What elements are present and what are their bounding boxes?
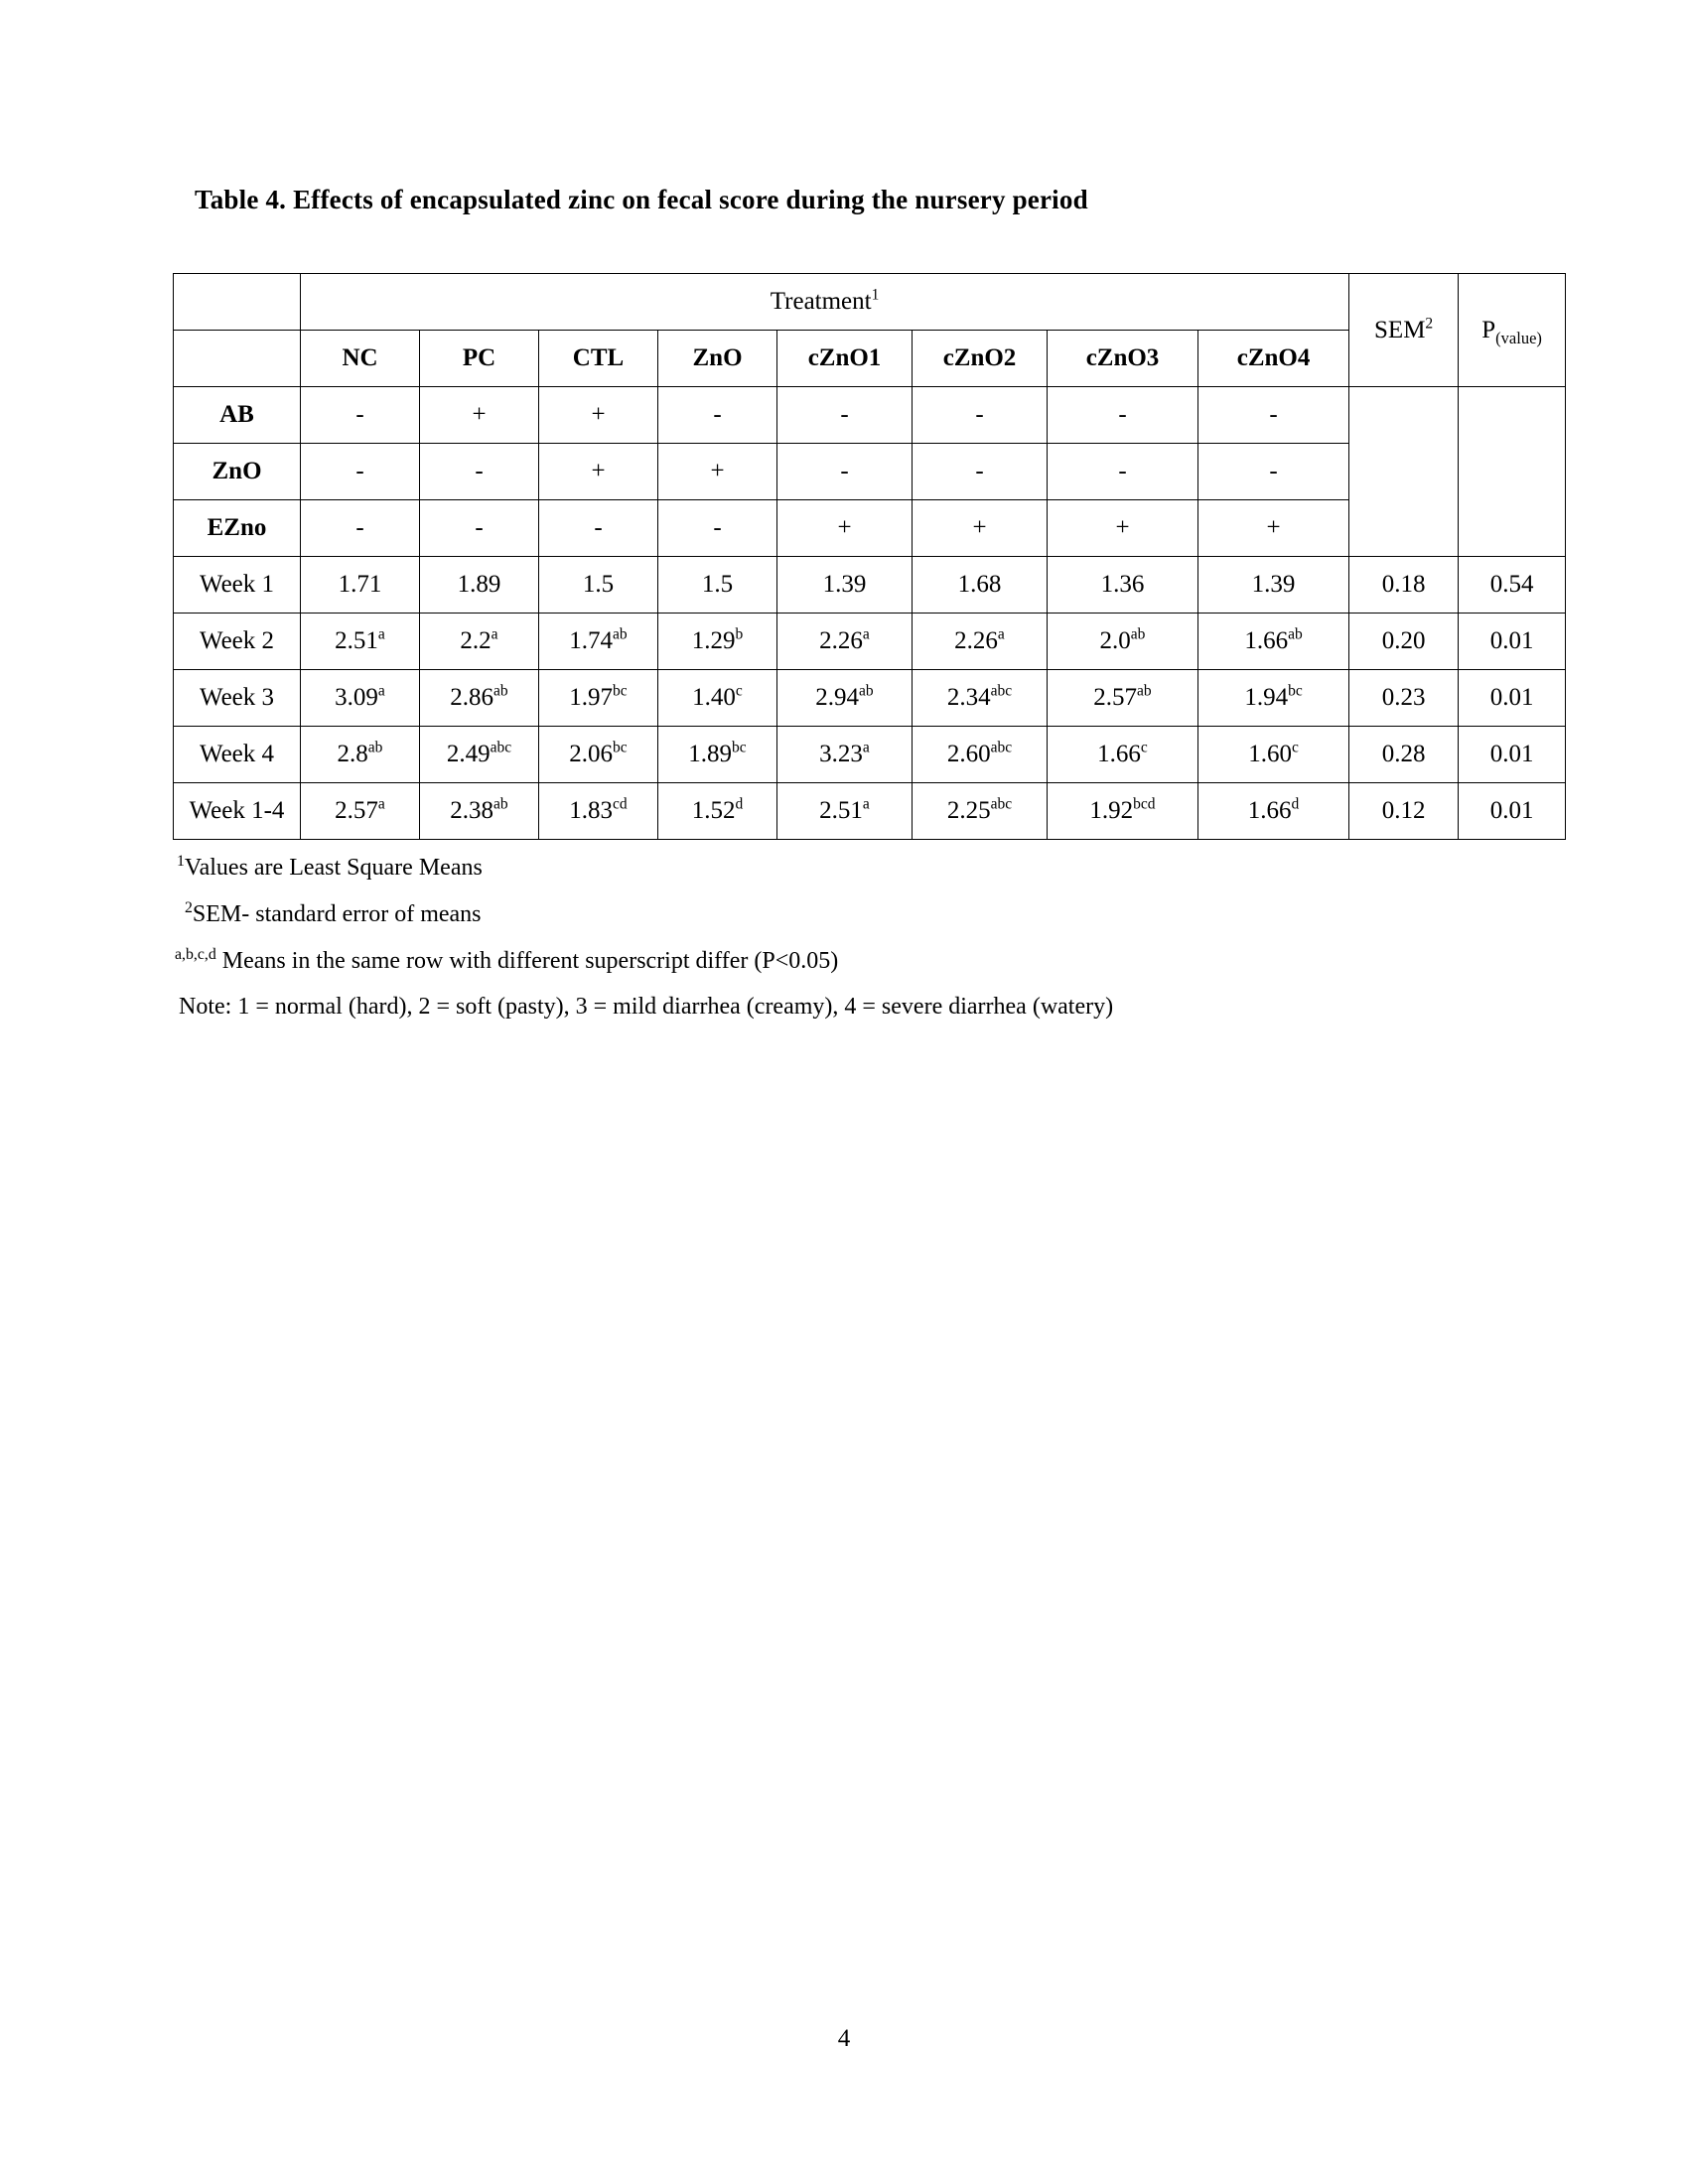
row-label-week2: Week 2: [174, 614, 301, 670]
value: 2.57: [1093, 684, 1138, 711]
week1-4-nc: [301, 783, 420, 840]
treatment-col-czno3: cZnO3: [1048, 331, 1198, 387]
zno-pc: -: [420, 444, 539, 500]
superscript: c: [735, 682, 743, 700]
superscript: bc: [732, 739, 747, 756]
value: 2.0: [1099, 627, 1131, 654]
ab-nc: -: [301, 387, 420, 444]
table-row-ab: [174, 387, 1566, 444]
row-label-ab: AB: [174, 387, 301, 444]
footnote-abcd-text: Means in the same row with different superscript differ (P<0.05): [215, 947, 839, 974]
superscript: abc: [990, 795, 1013, 813]
treatment-group-header: [301, 274, 1349, 331]
value: 1.92: [1089, 797, 1134, 824]
row-label-zno: ZnO: [174, 444, 301, 500]
p-value-header: [1459, 274, 1566, 387]
superscript: a: [862, 739, 870, 756]
superscript: a: [377, 795, 385, 813]
week1-4-czno3: [1048, 783, 1198, 840]
value: 2.06: [569, 741, 614, 767]
footnote-abcd: [175, 947, 1585, 976]
superscript: bc: [1288, 682, 1303, 700]
superscript: bc: [613, 739, 628, 756]
week2-pc: [420, 614, 539, 670]
superscript: ab: [613, 625, 628, 643]
ezno-czno1: +: [777, 500, 913, 557]
week2-p: 0.01: [1459, 614, 1566, 670]
week3-czno3: [1048, 670, 1198, 727]
superscript: ab: [493, 795, 508, 813]
week1-4-pc: [420, 783, 539, 840]
page-title: Table 4. Effects of encapsulated zinc on fecal score during the nursery period: [195, 185, 1088, 214]
superscript: bcd: [1133, 795, 1156, 813]
week3-ctl: [539, 670, 658, 727]
ab-ctl: +: [539, 387, 658, 444]
treatment-col-zno: ZnO: [658, 331, 777, 387]
superscript: a: [997, 625, 1005, 643]
superscript: a: [862, 625, 870, 643]
sem-blank-factors: [1349, 387, 1459, 557]
superscript: a: [862, 795, 870, 813]
zno-nc: -: [301, 444, 420, 500]
week2-nc: [301, 614, 420, 670]
table-header-row-group: [174, 274, 1566, 331]
superscript: d: [735, 795, 744, 813]
value: 2.57: [335, 797, 378, 824]
value: 2.94: [815, 684, 860, 711]
table-row-week3: [174, 670, 1566, 727]
superscript: abc: [990, 739, 1013, 756]
week3-czno1: [777, 670, 913, 727]
zno-zno: +: [658, 444, 777, 500]
value: 2.34: [946, 684, 991, 711]
value: 1.97: [569, 684, 614, 711]
zno-czno3: -: [1048, 444, 1198, 500]
ab-czno3: -: [1048, 387, 1198, 444]
zno-czno1: -: [777, 444, 913, 500]
value: 2.25: [946, 797, 991, 824]
superscript: cd: [613, 795, 628, 813]
value: 1.68: [957, 571, 1002, 598]
week4-sem: 0.28: [1349, 727, 1459, 783]
row-label-week4: Week 4: [174, 727, 301, 783]
value: 1.89: [688, 741, 733, 767]
superscript: ab: [1288, 625, 1303, 643]
zno-ctl: +: [539, 444, 658, 500]
week4-ctl: [539, 727, 658, 783]
week4-nc: [301, 727, 420, 783]
p-label: P: [1481, 316, 1496, 343]
value: 2.26: [954, 627, 998, 654]
p-subscript: (value): [1495, 328, 1542, 347]
superscript: a: [377, 625, 385, 643]
zno-czno2: -: [913, 444, 1048, 500]
row-label-ezno: EZno: [174, 500, 301, 557]
week1-czno2: [913, 557, 1048, 614]
week1-4-czno1: [777, 783, 913, 840]
sem-footnote-marker: 2: [1425, 315, 1434, 333]
table-row-week2: [174, 614, 1566, 670]
treatment-col-nc: NC: [301, 331, 420, 387]
value: 2.86: [450, 684, 494, 711]
zno-czno4: -: [1198, 444, 1349, 500]
value: 1.39: [822, 571, 867, 598]
footnote-note-text: Note: 1 = normal (hard), 2 = soft (pasty), 3 = mild diarrhea (creamy), 4 = severe diarrhea (watery): [179, 994, 1114, 1021]
ab-pc: +: [420, 387, 539, 444]
week1-4-ctl: [539, 783, 658, 840]
ezno-nc: -: [301, 500, 420, 557]
value: 1.36: [1100, 571, 1145, 598]
row-label-week3: Week 3: [174, 670, 301, 727]
superscript: ab: [493, 682, 508, 700]
superscript: d: [1291, 795, 1300, 813]
week3-czno2: [913, 670, 1048, 727]
value: 1.66: [1244, 627, 1289, 654]
value: 1.60: [1248, 741, 1292, 767]
ab-czno1: -: [777, 387, 913, 444]
superscript: ab: [1130, 625, 1146, 643]
week2-sem: 0.20: [1349, 614, 1459, 670]
document-content: [175, 185, 1585, 1039]
table-row-week1-4: [174, 783, 1566, 840]
superscript: ab: [1137, 682, 1152, 700]
treatment-col-czno4: cZnO4: [1198, 331, 1349, 387]
week1-ctl: [539, 557, 658, 614]
value: 2.26: [819, 627, 863, 654]
value: 2.60: [946, 741, 991, 767]
row-label-week1-4: Week 1-4: [174, 783, 301, 840]
week1-czno3: [1048, 557, 1198, 614]
value: 1.89: [457, 571, 501, 598]
week2-czno4: [1198, 614, 1349, 670]
week1-czno1: [777, 557, 913, 614]
value: 3.23: [819, 741, 863, 767]
treatment-label: Treatment: [770, 288, 872, 315]
week1-sem: 0.18: [1349, 557, 1459, 614]
superscript: c: [1291, 739, 1299, 756]
week2-czno3: [1048, 614, 1198, 670]
footnote-1-marker: 1: [177, 853, 185, 870]
week1-czno4: [1198, 557, 1349, 614]
value: 1.71: [338, 571, 382, 598]
value: 2.49: [446, 741, 491, 767]
week1-4-sem: 0.12: [1349, 783, 1459, 840]
footnote-1-text: Values are Least Square Means: [184, 855, 483, 881]
superscript: a: [491, 625, 498, 643]
week3-p: 0.01: [1459, 670, 1566, 727]
footnote-note: [179, 993, 1585, 1022]
sem-header: [1349, 274, 1459, 387]
superscript: ab: [859, 682, 874, 700]
value: 2.8: [337, 741, 368, 767]
week1-nc: [301, 557, 420, 614]
week3-zno: [658, 670, 777, 727]
corner-cell-2: [174, 331, 301, 387]
ezno-czno3: +: [1048, 500, 1198, 557]
footnote-abcd-marker: a,b,c,d: [175, 945, 216, 963]
value: 1.83: [569, 797, 614, 824]
superscript: c: [1140, 739, 1148, 756]
week1-4-czno4: [1198, 783, 1349, 840]
week2-czno1: [777, 614, 913, 670]
week4-pc: [420, 727, 539, 783]
week3-czno4: [1198, 670, 1349, 727]
treatment-col-pc: PC: [420, 331, 539, 387]
week4-zno: [658, 727, 777, 783]
footnote-2-text: SEM- standard error of means: [192, 900, 482, 927]
week3-sem: 0.23: [1349, 670, 1459, 727]
week2-ctl: [539, 614, 658, 670]
ezno-ctl: -: [539, 500, 658, 557]
week4-p: 0.01: [1459, 727, 1566, 783]
value: 1.5: [701, 571, 734, 598]
ab-czno2: -: [913, 387, 1048, 444]
footnote-1: [177, 854, 1585, 883]
superscript: a: [377, 682, 385, 700]
week2-czno2: [913, 614, 1048, 670]
value: 1.39: [1251, 571, 1296, 598]
ezno-zno: -: [658, 500, 777, 557]
week4-czno1: [777, 727, 913, 783]
superscript: b: [735, 625, 744, 643]
ezno-czno2: +: [913, 500, 1048, 557]
value: 1.52: [691, 797, 736, 824]
treatment-col-czno2: cZnO2: [913, 331, 1048, 387]
table-row-week4: [174, 727, 1566, 783]
treatment-footnote-marker: 1: [871, 286, 880, 304]
superscript: abc: [990, 682, 1013, 700]
value: 3.09: [335, 684, 378, 711]
footnote-2-marker: 2: [185, 898, 193, 916]
value: 2.38: [450, 797, 494, 824]
week2-zno: [658, 614, 777, 670]
value: 2.51: [335, 627, 378, 654]
ezno-pc: -: [420, 500, 539, 557]
value: 2.51: [819, 797, 863, 824]
value: 1.40: [692, 684, 736, 711]
row-label-week1: Week 1: [174, 557, 301, 614]
page-number: 4: [837, 2025, 851, 2052]
week1-zno: [658, 557, 777, 614]
superscript: abc: [490, 739, 512, 756]
week1-p: 0.54: [1459, 557, 1566, 614]
table-row-week1: [174, 557, 1566, 614]
week1-4-zno: [658, 783, 777, 840]
week1-4-p: 0.01: [1459, 783, 1566, 840]
sem-label: SEM: [1374, 316, 1426, 343]
value: 1.74: [569, 627, 614, 654]
p-blank-factors: [1459, 387, 1566, 557]
value: 1.5: [582, 571, 615, 598]
footnotes: [173, 854, 1585, 1022]
superscript: bc: [613, 682, 628, 700]
corner-cell: [174, 274, 301, 331]
value: 1.66: [1097, 741, 1141, 767]
ab-zno: -: [658, 387, 777, 444]
week1-pc: [420, 557, 539, 614]
treatment-col-czno1: cZnO1: [777, 331, 913, 387]
ezno-czno4: +: [1198, 500, 1349, 557]
week1-4-czno2: [913, 783, 1048, 840]
value: 1.66: [1247, 797, 1292, 824]
week3-pc: [420, 670, 539, 727]
value: 2.2: [460, 627, 492, 654]
week4-czno2: [913, 727, 1048, 783]
footnote-2: [185, 900, 1585, 929]
week4-czno4: [1198, 727, 1349, 783]
week3-nc: [301, 670, 420, 727]
results-table: [173, 273, 1566, 840]
superscript: ab: [367, 739, 383, 756]
value: 1.94: [1244, 684, 1289, 711]
treatment-col-ctl: CTL: [539, 331, 658, 387]
value: 1.29: [691, 627, 736, 654]
week4-czno3: [1048, 727, 1198, 783]
ab-czno4: -: [1198, 387, 1349, 444]
